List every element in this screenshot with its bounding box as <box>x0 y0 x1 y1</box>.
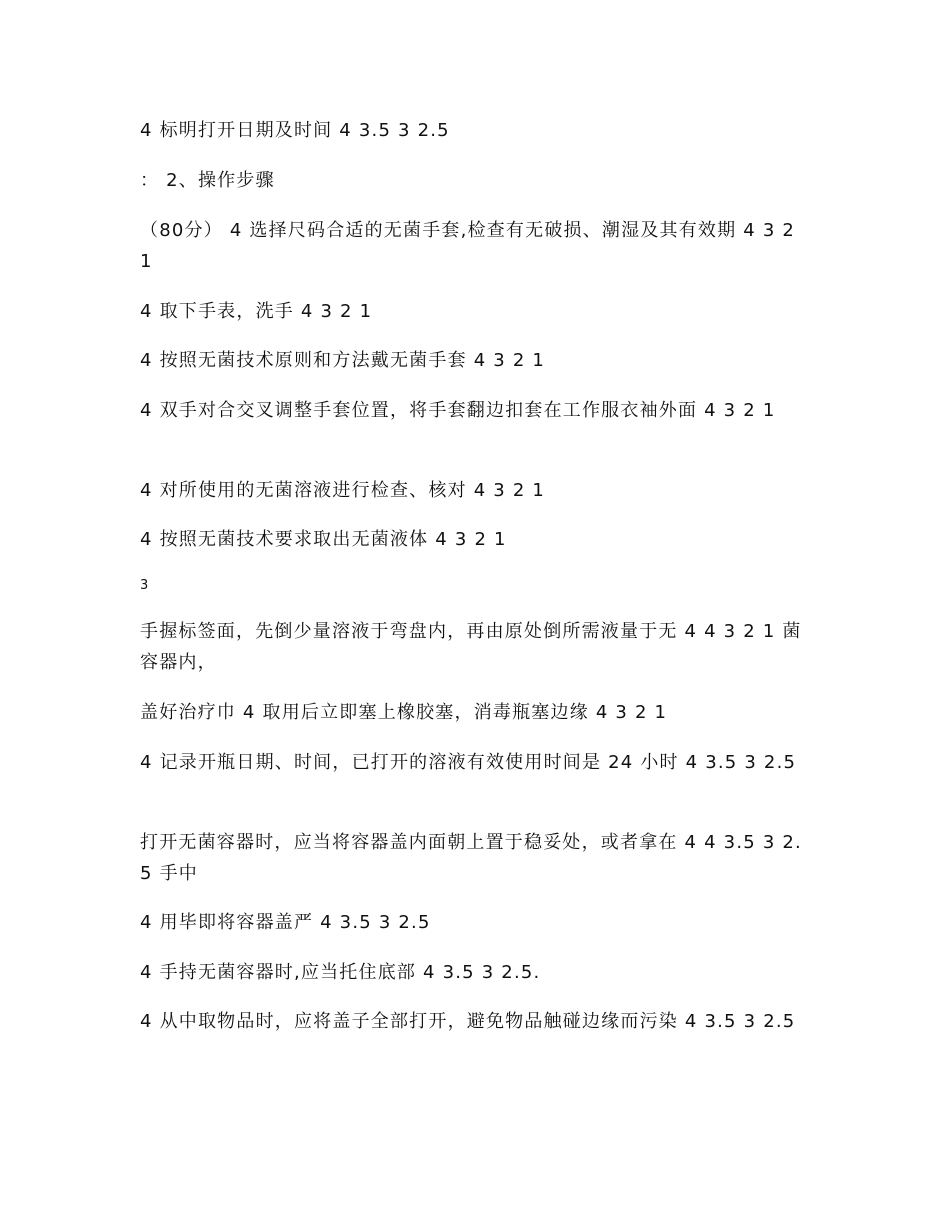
text-line-8: 4 按照无菌技术要求取出无菌液体 4 3 2 1 <box>140 529 507 550</box>
text-line-5: 4 按照无菌技术原则和方法戴无菌手套 4 3 2 1 <box>140 350 546 371</box>
text-line-11: 4 记录开瓶日期、时间，已打开的溶液有效使用时间是 24 小时 4 3.5 3 2.5 <box>140 752 797 773</box>
text-line-12: 打开无菌容器时，应当将容器盖内面朝上置于稳妥处，或者拿在 4 4 3.5 3 2.5 手中 <box>140 832 802 884</box>
page-number: 3 <box>140 578 149 593</box>
text-line-3: （80分） 4 选择尺码合适的无菌手套,检查有无破损、潮湿及其有效期 4 3 2 1 <box>140 220 796 272</box>
text-line-15: 4 从中取物品时，应将盖子全部打开，避免物品触碰边缘而污染 4 3.5 3 2.5 <box>140 1011 796 1032</box>
text-line-13: 4 用毕即将容器盖严 4 3.5 3 2.5 <box>140 912 431 933</box>
text-line-1: 4 标明打开日期及时间 4 3.5 3 2.5 <box>140 120 450 141</box>
text-line-10: 盖好治疗巾 4 取用后立即塞上橡胶塞，消毒瓶塞边缘 4 3 2 1 <box>140 702 668 723</box>
text-line-2: ： 2、操作步骤 <box>140 170 275 191</box>
text-line-9: 手握标签面，先倒少量溶液于弯盘内，再由原处倒所需液量于无 4 4 3 2 1 菌容器内， <box>140 621 802 673</box>
text-line-14: 4 手持无菌容器时,应当托住底部 4 3.5 3 2.5. <box>140 962 541 983</box>
text-line-4: 4 取下手表，洗手 4 3 2 1 <box>140 301 373 322</box>
text-line-7: 4 对所使用的无菌溶液进行检查、核对 4 3 2 1 <box>140 480 546 501</box>
text-line-6: 4 双手对合交叉调整手套位置，将手套翻边扣套在工作服衣袖外面 4 3 2 1 <box>140 400 776 421</box>
